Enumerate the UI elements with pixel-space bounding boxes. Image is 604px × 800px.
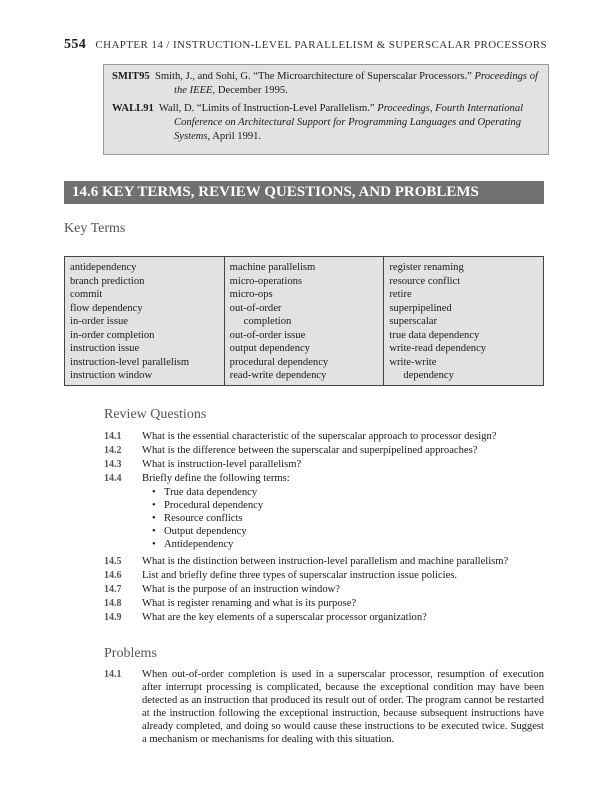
bullet-item: • Output dependency [162, 525, 544, 538]
problems-heading: Problems [104, 646, 157, 661]
term: instruction issue [70, 343, 140, 354]
term: in-order completion [70, 329, 155, 341]
term: instruction window [70, 370, 153, 381]
term: write-write [389, 356, 437, 368]
question-text: Briefly define the following terms: [142, 473, 290, 484]
section-title: 14.6 KEY TERMS, REVIEW QUESTIONS, AND PROBLEMS [64, 181, 544, 204]
question-number: 14.7 [104, 584, 122, 595]
review-questions-heading: Review Questions [104, 407, 207, 422]
question-number: 14.8 [104, 598, 122, 609]
problems-list [104, 668, 544, 747]
term: superpipelined [389, 302, 452, 314]
question-item [104, 611, 544, 624]
question-item [104, 569, 544, 582]
reference-item [112, 102, 542, 144]
term-bullet-list [104, 486, 544, 551]
term: micro-operations [229, 275, 303, 287]
reference-date: December 1995. [217, 85, 288, 96]
key-terms-column-1 [65, 257, 225, 385]
key-terms-column-2 [225, 257, 385, 385]
question-text: List and briefly define three types of superscalar instruction issue policies. [142, 570, 458, 581]
question-text: What is the difference between the superscalar and superpipelined approaches? [142, 445, 478, 456]
term: out-of-order issue [229, 329, 306, 341]
term: retire [389, 289, 412, 300]
problem-number: 14.1 [104, 669, 122, 680]
term: out-of-order [229, 302, 282, 314]
term: flow dependency [70, 302, 143, 314]
term: procedural dependency [229, 356, 329, 368]
term: superscalar [389, 316, 437, 327]
bullet-item: • Antidependency [162, 538, 544, 551]
term: commit [70, 289, 103, 300]
problem-item [104, 668, 544, 746]
question-number: 14.4 [104, 473, 122, 484]
question-text: What is the essential characteristic of the superscalar approach to processor design? [142, 431, 497, 442]
question-item [104, 430, 544, 443]
term: antidependency [70, 262, 137, 273]
key-terms-table [64, 256, 544, 386]
question-number: 14.1 [104, 431, 122, 442]
question-number: 14.6 [104, 570, 122, 581]
question-item [104, 555, 544, 568]
references-box [103, 64, 549, 155]
question-number: 14.2 [104, 445, 122, 456]
question-item [104, 597, 544, 610]
question-text: What is register renaming and what is its purpose? [142, 598, 357, 609]
question-item [104, 583, 544, 596]
reference-key: WALL91 [112, 103, 154, 114]
question-text: What is instruction-level parallelism? [142, 459, 302, 470]
reference-date: April 1991. [212, 131, 262, 142]
reference-venue: Proceedings, Fourth International Conference on Architectural Support for Programming Languages and Operating Systems, [174, 103, 524, 142]
term: branch prediction [70, 275, 145, 287]
reference-authors: Smith, J., and Sohi, G. “The Microarchitecture of Superscalar Processors.” [154, 71, 472, 82]
term: output dependency [229, 343, 310, 354]
term: in-order issue [70, 316, 128, 327]
question-item [104, 444, 544, 457]
bullet-item: • Resource conflicts [162, 512, 544, 525]
reference-authors: Wall, D. “Limits of Instruction-Level Parallelism.” [158, 103, 375, 114]
question-item [104, 458, 544, 471]
key-terms-heading: Key Terms [64, 221, 126, 236]
problem-text: When out-of-order completion is used in a superscalar processor, resumption of execution after interrupt processing is complicated, because the exceptional condition may have been detected as an instruction that produced its result out of order. The program cannot be restarted at the instruction following the exceptional instruction, because subsequent instructions have already completed, and doing so would cause these instructions to be executed twice. Suggest a mechanism or mechanisms for dealing with this situation. [142, 669, 544, 745]
key-terms-column-3 [384, 257, 543, 385]
term: write-read dependency [389, 343, 487, 354]
term: register renaming [389, 262, 464, 273]
term: true data dependency [389, 329, 480, 341]
term: dependency [403, 370, 454, 381]
term: resource conflict [389, 275, 461, 287]
running-title: CHAPTER 14 / INSTRUCTION-LEVEL PARALLELISM & SUPERSCALAR PROCESSORS [95, 39, 548, 51]
term: completion [243, 316, 292, 327]
term: instruction-level parallelism [70, 356, 190, 368]
question-number: 14.3 [104, 459, 122, 470]
term: read-write dependency [229, 370, 327, 381]
running-header [64, 37, 547, 53]
bullet-item: • Procedural dependency [162, 499, 544, 512]
reference-venue: Proceedings of the IEEE, [174, 71, 538, 96]
term: micro-ops [229, 289, 273, 300]
question-number: 14.9 [104, 612, 122, 623]
page-number: 554 [64, 37, 87, 52]
reference-item [112, 70, 542, 98]
reference-key: SMIT95 [112, 71, 150, 82]
question-item [104, 472, 544, 485]
term: machine parallelism [229, 262, 316, 273]
question-text: What is the purpose of an instruction window? [142, 584, 341, 595]
question-text: What is the distinction between instruction-level parallelism and machine parallelism? [142, 556, 509, 567]
bullet-item: • True data dependency [162, 486, 544, 499]
review-questions-list [104, 430, 544, 625]
question-number: 14.5 [104, 556, 122, 567]
question-text: What are the key elements of a superscalar processor organization? [142, 612, 427, 623]
